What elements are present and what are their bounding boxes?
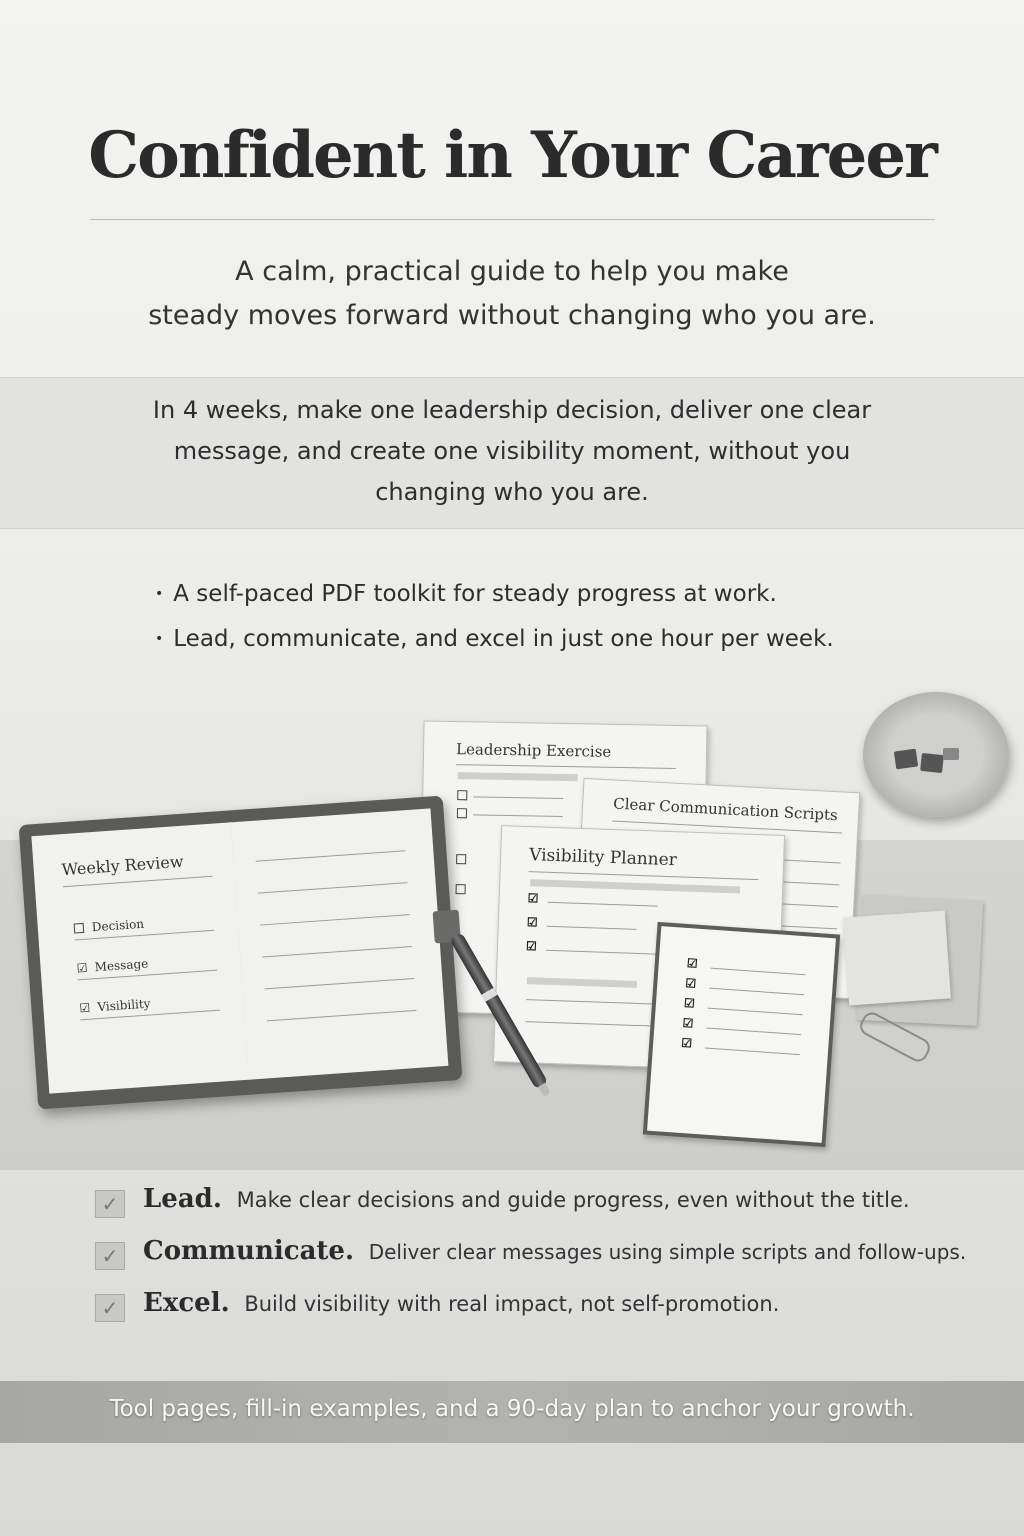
promise-statement: In 4 weeks, make one leadership decision, deliver one clear message, and create one visibility moment, without you changing who you are. <box>152 396 872 506</box>
sticky-note-icon <box>843 911 951 1006</box>
binder-clip-icon <box>943 748 959 760</box>
footer-tagline: Tool pages, fill-in examples, and a 90-day plan to anchor your growth. <box>109 1396 915 1422</box>
benefit-text: Make clear decisions and guide progress, even without the title. <box>236 1188 910 1212</box>
check-icon: ☑ <box>76 960 88 976</box>
notebook-title: Weekly Review <box>61 851 185 880</box>
notebook-item: Visibility <box>96 996 151 1015</box>
notebook-item: Decision <box>91 916 145 935</box>
sheet-title: Visibility Planner <box>528 845 678 871</box>
subtitle-line-2: steady moves forward without changing who you are. <box>148 300 876 331</box>
subtitle-line-1: A calm, practical guide to help you make <box>235 256 789 287</box>
check-icon: ☑ <box>525 939 538 954</box>
sheet-title: Clear Communication Scripts <box>612 794 839 825</box>
notebook-icon <box>19 796 463 1110</box>
bowl-icon <box>863 692 1009 817</box>
subtitle <box>0 250 1024 338</box>
checkbox-icon: ✓ <box>95 1190 125 1218</box>
benefit-text: Build visibility with real impact, not self-promotion. <box>244 1292 780 1316</box>
binder-clip-icon <box>894 749 918 770</box>
notebook-item: Message <box>94 956 149 975</box>
sheet-title: Leadership Exercise <box>455 740 612 761</box>
check-icon: ☑ <box>79 1000 91 1016</box>
bullet-item: • A self-paced PDF toolkit for steady progress at work. <box>155 572 834 617</box>
title-divider <box>90 219 935 220</box>
check-icon: ☑ <box>527 891 539 906</box>
notebook-left-page <box>31 822 250 1093</box>
benefit-heading: Lead. <box>143 1184 222 1214</box>
binder-clip-icon <box>920 753 944 773</box>
checkbox-icon: ✓ <box>95 1294 125 1322</box>
page-title: Confident in Your Career <box>88 118 936 193</box>
checkbox-icon: ✓ <box>95 1242 125 1270</box>
unchecked-box-icon <box>74 923 85 934</box>
benefit-heading: Excel. <box>143 1288 230 1318</box>
toolkit-illustration <box>0 690 1024 1170</box>
check-icon: ☑ <box>526 915 538 930</box>
bullet-item: • Lead, communicate, and excel in just one hour per week. <box>155 617 834 662</box>
benefit-text: Deliver clear messages using simple scripts and follow-ups. <box>368 1240 967 1264</box>
feature-bullets <box>155 572 834 662</box>
notebook-right-page <box>231 808 449 1079</box>
benefit-heading: Communicate. <box>143 1236 355 1266</box>
checklist-pad-icon: ☑ ☑ ☑ ☑ ☑ <box>643 922 840 1147</box>
